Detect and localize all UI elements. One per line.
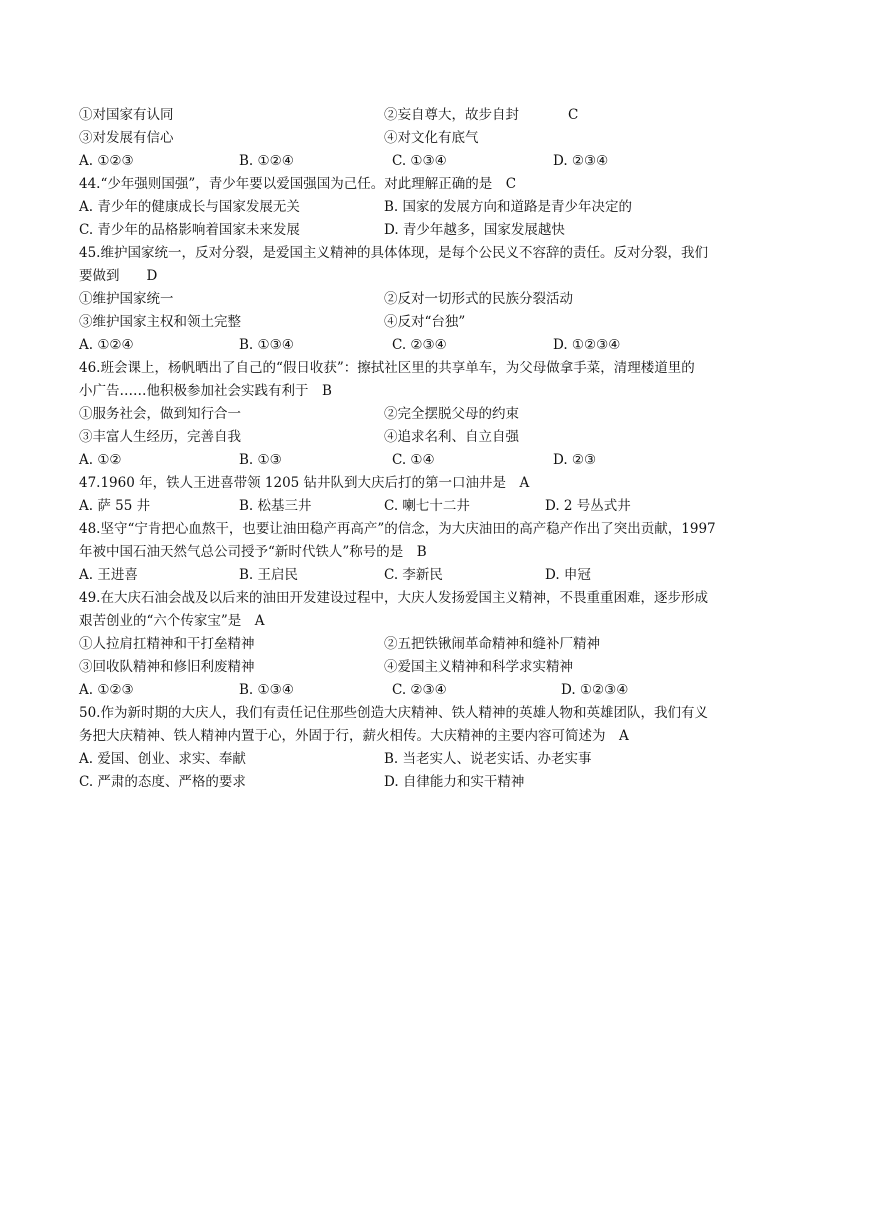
q43-option-b: B. ①②④ bbox=[239, 153, 294, 169]
q44-option-b: B. 国家的发展方向和道路是青少年决定的 bbox=[384, 199, 633, 215]
q46-stem-line2: 小广告……他积极参加社会实践有利于 B bbox=[79, 383, 332, 399]
q49-option-b: B. ①③④ bbox=[239, 682, 294, 698]
q45-option-c: C. ②③④ bbox=[392, 337, 447, 353]
q45-statement-2: ②反对一切形式的民族分裂活动 bbox=[384, 291, 573, 307]
q48-option-b: B. 王启民 bbox=[239, 567, 299, 583]
q49-stem-line2: 艰苦创业的“六个传家宝”是 A bbox=[79, 613, 265, 629]
q44-option-a: A. 青少年的健康成长与国家发展无关 bbox=[79, 199, 300, 215]
q47-option-d: D. 2 号丛式井 bbox=[545, 498, 631, 514]
q44-stem: 44.“少年强则国强”，青少年要以爱国强国为己任。对此理解正确的是 C bbox=[79, 176, 517, 192]
q47-option-c: C. 喇七十二井 bbox=[384, 498, 470, 514]
q50-option-b: B. 当老实人、说老实话、办老实事 bbox=[384, 751, 592, 767]
q48-option-d: D. 申冠 bbox=[545, 567, 591, 583]
q46-statement-4: ④追求名利、自立自强 bbox=[384, 429, 519, 445]
q45-stem-line2: 要做到 D bbox=[79, 268, 158, 284]
q45-statement-3: ③维护国家主权和领土完整 bbox=[79, 314, 241, 330]
q46-option-b: B. ①③ bbox=[239, 452, 282, 468]
q43-statement-2: ②妄自尊大，故步自封 bbox=[384, 107, 519, 123]
q45-stem-line1: 45.维护国家统一，反对分裂，是爱国主义精神的具体体现，是每个公民义不容辞的责任。反对分裂，我们 bbox=[79, 245, 708, 261]
q49-statement-1: ①人拉肩扛精神和干打垒精神 bbox=[79, 636, 255, 652]
q45-option-d: D. ①②③④ bbox=[553, 337, 621, 353]
q43-statement-3: ③对发展有信心 bbox=[79, 130, 174, 146]
q50-stem-line2: 务把大庆精神、铁人精神内置于心，外固于行，薪火相传。大庆精神的主要内容可简述为 A bbox=[79, 728, 629, 744]
q47-option-a: A. 萨 55 井 bbox=[79, 498, 151, 514]
q44-option-d: D. 青少年越多，国家发展越快 bbox=[384, 222, 565, 238]
q50-option-d: D. 自律能力和实干精神 bbox=[384, 774, 525, 790]
q49-statement-2: ②五把铁锹闹革命精神和缝补厂精神 bbox=[384, 636, 600, 652]
q43-option-a: A. ①②③ bbox=[79, 153, 134, 169]
q50-option-c: C. 严肃的态度、严格的要求 bbox=[79, 774, 246, 790]
q49-option-a: A. ①②③ bbox=[79, 682, 134, 698]
q45-statement-4: ④反对“台独” bbox=[384, 314, 466, 330]
q48-stem-line2: 年被中国石油天然气总公司授予“新时代铁人”称号的是 B bbox=[79, 544, 427, 560]
q46-option-a: A. ①② bbox=[79, 452, 122, 468]
q45-option-a: A. ①②④ bbox=[79, 337, 134, 353]
q45-statement-1: ①维护国家统一 bbox=[79, 291, 174, 307]
q49-option-d: D. ①②③④ bbox=[561, 682, 629, 698]
q46-statement-3: ③丰富人生经历，完善自我 bbox=[79, 429, 241, 445]
q49-option-c: C. ②③④ bbox=[392, 682, 447, 698]
q47-stem: 47.1960 年，铁人王进喜带领 1205 钻井队到大庆后打的第一口油井是 A bbox=[79, 475, 530, 491]
q50-option-a: A. 爱国、创业、求实、奉献 bbox=[79, 751, 246, 767]
q48-stem-line1: 48.坚守“宁肯把心血熬干，也要让油田稳产再高产”的信念，为大庆油田的高产稳产作出了突出贡献，1997 bbox=[79, 521, 716, 537]
q43-statement-4: ④对文化有底气 bbox=[384, 130, 479, 146]
q46-option-d: D. ②③ bbox=[553, 452, 597, 468]
q46-stem-line1: 46.班会课上，杨帆晒出了自己的“假日收获”：擦拭社区里的共享单车，为父母做拿手菜，清理楼道里的 bbox=[79, 360, 695, 376]
q43-option-c: C. ①③④ bbox=[392, 153, 447, 169]
q49-statement-3: ③回收队精神和修旧利废精神 bbox=[79, 659, 255, 675]
q46-statement-2: ②完全摆脱父母的约束 bbox=[384, 406, 519, 422]
q46-statement-1: ①服务社会，做到知行合一 bbox=[79, 406, 241, 422]
q47-option-b: B. 松基三井 bbox=[239, 498, 312, 514]
q48-option-c: C. 李新民 bbox=[384, 567, 443, 583]
q49-stem-line1: 49.在大庆石油会战及以后来的油田开发建设过程中，大庆人发扬爱国主义精神，不畏重重困难，逐步形成 bbox=[79, 590, 708, 606]
q43-answer: C bbox=[568, 107, 579, 123]
q46-option-c: C. ①④ bbox=[392, 452, 435, 468]
q48-option-a: A. 王进喜 bbox=[79, 567, 138, 583]
q49-statement-4: ④爱国主义精神和科学求实精神 bbox=[384, 659, 573, 675]
q43-statement-1: ①对国家有认同 bbox=[79, 107, 174, 123]
q45-option-b: B. ①③④ bbox=[239, 337, 294, 353]
q50-stem-line1: 50.作为新时期的大庆人，我们有责任记住那些创造大庆精神、铁人精神的英雄人物和英雄团队，我们有义 bbox=[79, 705, 708, 721]
q44-option-c: C. 青少年的品格影响着国家未来发展 bbox=[79, 222, 300, 238]
q43-option-d: D. ②③④ bbox=[553, 153, 609, 169]
